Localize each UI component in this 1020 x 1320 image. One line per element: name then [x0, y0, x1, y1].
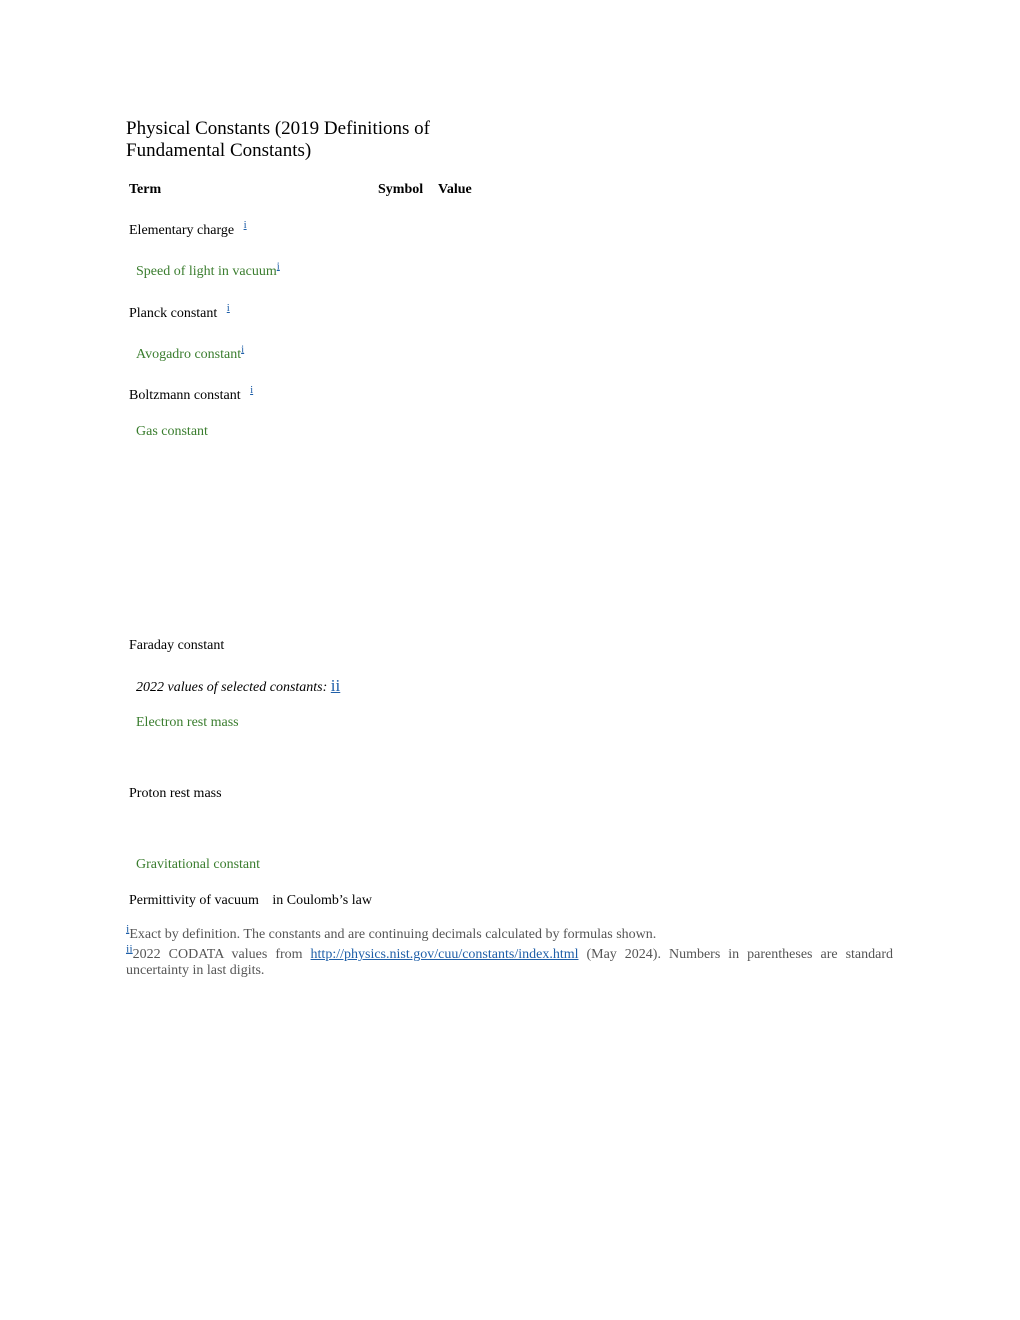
column-header-symbol: Symbol — [378, 182, 424, 197]
footnote-ii — [126, 941, 893, 979]
footnote-ref-i[interactable]: i — [243, 219, 247, 232]
column-header-value: Value — [438, 182, 472, 197]
footnote-ref-i[interactable]: i — [250, 384, 254, 397]
nist-constants-link[interactable]: http://physics.nist.gov/cuu/constants/index.html — [310, 947, 579, 962]
footnote-marker-i[interactable]: i — [126, 921, 130, 936]
row-elementary-charge — [129, 219, 247, 239]
footnote-i — [126, 921, 657, 943]
footnote-ref-i[interactable]: i — [226, 302, 230, 315]
row-permittivity-of-vacuum — [129, 893, 372, 909]
row-speed-of-light — [136, 260, 280, 280]
row-electron-rest-mass: Electron rest mass — [136, 715, 239, 730]
row-proton-rest-mass: Proton rest mass — [129, 786, 222, 801]
row-avogadro-constant — [136, 343, 245, 363]
footnote-ref-i[interactable]: i — [241, 343, 245, 356]
term-label: Planck constant — [129, 306, 218, 321]
section-label: 2022 values of selected constants: — [136, 680, 328, 695]
footnote-text: (May 2024). Numbers in parentheses are standard uncertainty in last digits. — [126, 947, 893, 978]
term-label: Permittivity of vacuum — [129, 893, 259, 908]
footnote-ref-i[interactable]: i — [276, 260, 280, 273]
section-2022-values — [136, 676, 340, 696]
page-title: Physical Constants (2019 Definitions of Fundamental Constants) — [126, 118, 430, 161]
row-planck-constant — [129, 302, 230, 322]
row-gravitational-constant: Gravitational constant — [136, 857, 261, 872]
footnote-ref-ii[interactable]: ii — [330, 676, 341, 695]
term-label-suffix: in Coulomb’s law — [272, 893, 372, 908]
term-label: Avogadro constant — [136, 347, 242, 362]
column-header-term: Term — [129, 182, 162, 197]
term-label: Elementary charge — [129, 223, 235, 238]
term-label: Speed of light in vacuum — [136, 264, 277, 279]
row-boltzmann-constant — [129, 384, 254, 404]
footnote-text: Exact by definition. The constants and are continuing decimals calculated by formulas shown. — [129, 927, 657, 942]
row-gas-constant: Gas constant — [136, 424, 208, 439]
footnote-marker-ii[interactable]: ii — [126, 941, 133, 956]
footnote-text: 2022 CODATA values from — [132, 947, 311, 962]
row-faraday-constant: Faraday constant — [129, 638, 225, 653]
term-label: Boltzmann constant — [129, 388, 241, 403]
